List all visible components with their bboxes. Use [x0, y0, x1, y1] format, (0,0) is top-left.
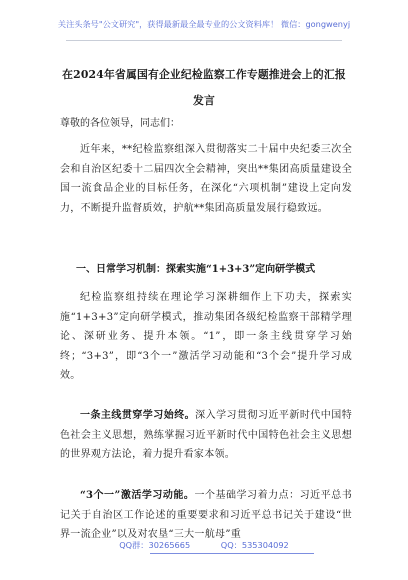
document-title: [52, 62, 356, 114]
paragraph-body-main-line: 深入学习贯彻习近平新时代中国特色社会主义思想，熟练掌握习近平新时代中国特色社会主义思想的世界观方法论，着力提升看家本领。: [60, 410, 353, 461]
paragraph-body-three-ones: 一个基础学习着力点：习近平总书记关于自治区工作论述的重要要求和习近平总书记关于建设“世界一流企业”以及对农垦“三大一航母”重: [60, 490, 353, 541]
footer-qq-number: QQ：535304092: [220, 540, 289, 550]
paragraph-main-line: [60, 406, 352, 465]
document-title-line1: 在2024年省属国有企业纪检监察工作专题推进会上的汇报: [62, 68, 346, 81]
paragraph-intro: 近年来，**纪检监察组深入贯彻落实二十届中央纪委三次全会和自治区纪委十二届四次全会精神，突出**集团高质量建设全国一流食品企业的目标任务，在深化“六项机制”建设上定向发力，不断提升监督质效，护航**集团高质量发展行稳致远。: [60, 144, 352, 214]
document-title-line2: 发言: [193, 94, 215, 107]
paragraph-lead-three-ones: “3个一”激活学习动能。: [80, 490, 195, 501]
paragraph-study-model: 纪检监察组持续在理论学习深耕细作上下功夫，探索实施“1+3+3”定向研学模式，推动集团各级纪检监察干部精学理论、深研业务、提升本领。“1”，即一条主线贯穿学习始终；“3+3”，即“3个一”激活学习动能和“3个会”提升学习成效。: [60, 292, 352, 382]
header-divider: [66, 40, 342, 41]
footer-contact: [0, 538, 408, 552]
section-heading-1: 一、日常学习机制：探索实施“1+3+3”定向研学模式: [76, 264, 316, 275]
paragraph-three-ones: [60, 486, 352, 545]
header-promo-banner: 关注头条号"公文研究"，获得最新最全最专业的公文资料库！ 微信：gongwenyj: [57, 19, 351, 29]
paragraph-lead-main-line: 一条主线贯穿学习始终。: [80, 410, 196, 421]
footer-qq-group: QQ群：30265665: [119, 540, 191, 550]
salutation: 尊敬的各位领导，同志们：: [60, 118, 180, 129]
footer-divider: [150, 553, 314, 554]
